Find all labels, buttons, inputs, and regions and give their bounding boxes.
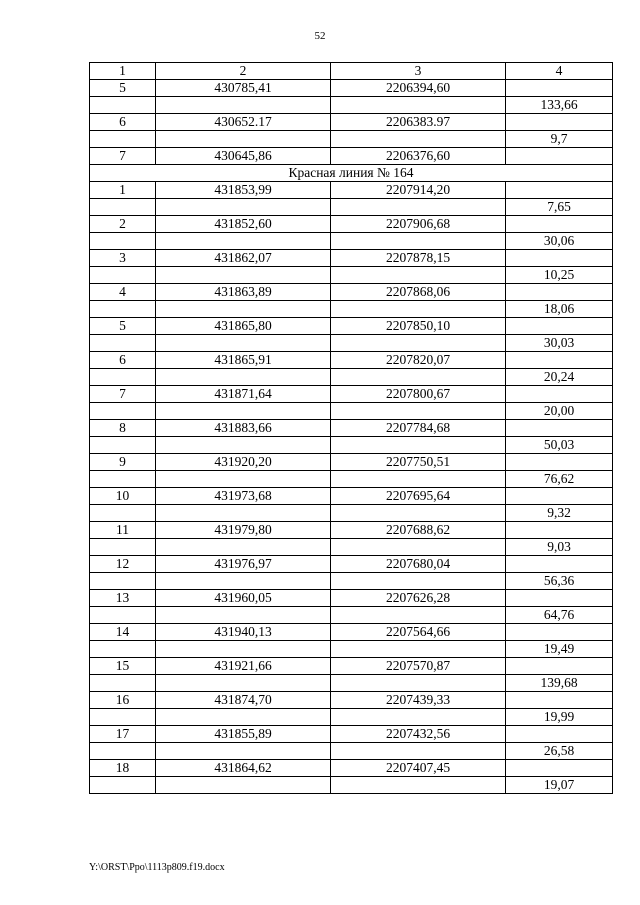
point-number-cell: 11: [90, 522, 156, 539]
point-number-cell: 3: [90, 250, 156, 267]
empty-cell: [90, 539, 156, 556]
header-cell: 2: [156, 63, 331, 80]
point-number-cell: 7: [90, 148, 156, 165]
empty-cell: [506, 284, 613, 301]
page-number: 52: [314, 30, 326, 42]
distance-cell: 9,7: [506, 131, 613, 148]
table-row: [90, 352, 613, 369]
empty-cell: [156, 607, 331, 624]
empty-cell: [506, 80, 613, 97]
empty-cell: [90, 369, 156, 386]
empty-cell: [331, 199, 506, 216]
empty-cell: [156, 437, 331, 454]
table-row: [90, 488, 613, 505]
empty-cell: [506, 318, 613, 335]
empty-cell: [90, 233, 156, 250]
distance-row: [90, 369, 613, 386]
empty-cell: [90, 403, 156, 420]
table-row: [90, 420, 613, 437]
empty-cell: [156, 573, 331, 590]
empty-cell: [331, 675, 506, 692]
empty-cell: [506, 590, 613, 607]
distance-row: [90, 607, 613, 624]
empty-cell: [90, 471, 156, 488]
empty-cell: [331, 777, 506, 794]
point-number-cell: 4: [90, 284, 156, 301]
table-row: [90, 182, 613, 199]
table-row: [90, 114, 613, 131]
point-number-cell: 6: [90, 114, 156, 131]
distance-row: [90, 709, 613, 726]
empty-cell: [506, 216, 613, 233]
empty-cell: [156, 743, 331, 760]
empty-cell: [90, 675, 156, 692]
table-row: [90, 386, 613, 403]
empty-cell: [156, 777, 331, 794]
table-row: [90, 284, 613, 301]
empty-cell: [156, 267, 331, 284]
empty-cell: [506, 658, 613, 675]
empty-cell: [156, 233, 331, 250]
header-cell: 4: [506, 63, 613, 80]
distance-row: [90, 301, 613, 318]
distance-cell: 26,58: [506, 743, 613, 760]
x-coordinate-cell: 431874,70: [156, 692, 331, 709]
empty-cell: [156, 97, 331, 114]
distance-row: [90, 573, 613, 590]
point-number-cell: 15: [90, 658, 156, 675]
distance-cell: 133,66: [506, 97, 613, 114]
empty-cell: [156, 505, 331, 522]
point-number-cell: 16: [90, 692, 156, 709]
x-coordinate-cell: 431862,07: [156, 250, 331, 267]
y-coordinate-cell: 2207570,87: [331, 658, 506, 675]
empty-cell: [90, 505, 156, 522]
empty-cell: [331, 233, 506, 250]
empty-cell: [90, 97, 156, 114]
y-coordinate-cell: 2207564,66: [331, 624, 506, 641]
x-coordinate-cell: 431865,80: [156, 318, 331, 335]
distance-cell: 50,03: [506, 437, 613, 454]
point-number-cell: 1: [90, 182, 156, 199]
empty-cell: [331, 607, 506, 624]
empty-cell: [331, 437, 506, 454]
y-coordinate-cell: 2207439,33: [331, 692, 506, 709]
empty-cell: [506, 386, 613, 403]
empty-cell: [90, 641, 156, 658]
x-coordinate-cell: 431853,99: [156, 182, 331, 199]
point-number-cell: 5: [90, 318, 156, 335]
table-row: [90, 760, 613, 777]
distance-row: [90, 675, 613, 692]
distance-cell: 56,36: [506, 573, 613, 590]
file-path-footer: Y:\ORST\Ppo\1113p809.f19.docx: [89, 862, 225, 873]
point-number-cell: 17: [90, 726, 156, 743]
y-coordinate-cell: 2206394,60: [331, 80, 506, 97]
table-row: [90, 454, 613, 471]
distance-row: [90, 267, 613, 284]
point-number-cell: 13: [90, 590, 156, 607]
empty-cell: [90, 199, 156, 216]
section-title-row: [90, 165, 613, 182]
distance-row: [90, 471, 613, 488]
x-coordinate-cell: 431855,89: [156, 726, 331, 743]
section-title: Красная линия № 164: [90, 165, 613, 182]
empty-cell: [506, 760, 613, 777]
table-row: [90, 590, 613, 607]
empty-cell: [331, 369, 506, 386]
distance-cell: 20,00: [506, 403, 613, 420]
empty-cell: [156, 641, 331, 658]
x-coordinate-cell: 430645,86: [156, 148, 331, 165]
empty-cell: [506, 522, 613, 539]
x-coordinate-cell: 431973,68: [156, 488, 331, 505]
empty-cell: [156, 471, 331, 488]
empty-cell: [331, 335, 506, 352]
point-number-cell: 12: [90, 556, 156, 573]
distance-cell: 30,03: [506, 335, 613, 352]
x-coordinate-cell: 431940,13: [156, 624, 331, 641]
distance-row: [90, 199, 613, 216]
x-coordinate-cell: 431864,62: [156, 760, 331, 777]
x-coordinate-cell: 431883,66: [156, 420, 331, 437]
empty-cell: [90, 335, 156, 352]
y-coordinate-cell: 2207688,62: [331, 522, 506, 539]
empty-cell: [506, 556, 613, 573]
distance-cell: 30,06: [506, 233, 613, 250]
distance-row: [90, 233, 613, 250]
empty-cell: [506, 114, 613, 131]
distance-row: [90, 403, 613, 420]
empty-cell: [331, 301, 506, 318]
distance-cell: 18,06: [506, 301, 613, 318]
empty-cell: [156, 301, 331, 318]
point-number-cell: 6: [90, 352, 156, 369]
x-coordinate-cell: 431921,66: [156, 658, 331, 675]
table-row: [90, 726, 613, 743]
empty-cell: [156, 369, 331, 386]
x-coordinate-cell: 431863,89: [156, 284, 331, 301]
empty-cell: [90, 573, 156, 590]
empty-cell: [506, 352, 613, 369]
empty-cell: [506, 148, 613, 165]
point-number-cell: 18: [90, 760, 156, 777]
empty-cell: [506, 454, 613, 471]
empty-cell: [331, 709, 506, 726]
empty-cell: [506, 420, 613, 437]
empty-cell: [90, 301, 156, 318]
distance-cell: 9,32: [506, 505, 613, 522]
header-cell: 1: [90, 63, 156, 80]
empty-cell: [90, 709, 156, 726]
point-number-cell: 14: [90, 624, 156, 641]
x-coordinate-cell: 430785,41: [156, 80, 331, 97]
table-row: [90, 522, 613, 539]
distance-cell: 9,03: [506, 539, 613, 556]
distance-cell: 19,49: [506, 641, 613, 658]
point-number-cell: 9: [90, 454, 156, 471]
table-row: [90, 556, 613, 573]
distance-row: [90, 743, 613, 760]
point-number-cell: 8: [90, 420, 156, 437]
empty-cell: [506, 692, 613, 709]
y-coordinate-cell: 2207800,67: [331, 386, 506, 403]
x-coordinate-cell: 431920,20: [156, 454, 331, 471]
distance-cell: 20,24: [506, 369, 613, 386]
empty-cell: [331, 641, 506, 658]
y-coordinate-cell: 2207750,51: [331, 454, 506, 471]
empty-cell: [156, 675, 331, 692]
empty-cell: [90, 777, 156, 794]
empty-cell: [331, 131, 506, 148]
y-coordinate-cell: 2207407,45: [331, 760, 506, 777]
x-coordinate-cell: 430652.17: [156, 114, 331, 131]
empty-cell: [331, 573, 506, 590]
point-number-cell: 5: [90, 80, 156, 97]
point-number-cell: 10: [90, 488, 156, 505]
empty-cell: [156, 709, 331, 726]
empty-cell: [156, 131, 331, 148]
empty-cell: [506, 488, 613, 505]
empty-cell: [331, 743, 506, 760]
empty-cell: [331, 471, 506, 488]
point-number-cell: 7: [90, 386, 156, 403]
empty-cell: [90, 743, 156, 760]
y-coordinate-cell: 2207784,68: [331, 420, 506, 437]
empty-cell: [331, 403, 506, 420]
table-row: [90, 658, 613, 675]
empty-cell: [90, 437, 156, 454]
y-coordinate-cell: 2206376,60: [331, 148, 506, 165]
x-coordinate-cell: 431871,64: [156, 386, 331, 403]
y-coordinate-cell: 2206383.97: [331, 114, 506, 131]
distance-row: [90, 539, 613, 556]
y-coordinate-cell: 2207914,20: [331, 182, 506, 199]
y-coordinate-cell: 2207868,06: [331, 284, 506, 301]
empty-cell: [156, 539, 331, 556]
y-coordinate-cell: 2207626,28: [331, 590, 506, 607]
y-coordinate-cell: 2207850,10: [331, 318, 506, 335]
y-coordinate-cell: 2207432,56: [331, 726, 506, 743]
empty-cell: [331, 97, 506, 114]
x-coordinate-cell: 431979,80: [156, 522, 331, 539]
empty-cell: [506, 624, 613, 641]
empty-cell: [156, 335, 331, 352]
distance-cell: 7,65: [506, 199, 613, 216]
empty-cell: [90, 267, 156, 284]
empty-cell: [506, 726, 613, 743]
table-row: [90, 624, 613, 641]
table-row: [90, 318, 613, 335]
coordinates-table: [89, 62, 613, 794]
x-coordinate-cell: 431865,91: [156, 352, 331, 369]
empty-cell: [331, 267, 506, 284]
distance-row: [90, 505, 613, 522]
y-coordinate-cell: 2207906,68: [331, 216, 506, 233]
x-coordinate-cell: 431960,05: [156, 590, 331, 607]
empty-cell: [90, 131, 156, 148]
x-coordinate-cell: 431852,60: [156, 216, 331, 233]
empty-cell: [156, 199, 331, 216]
header-cell: 3: [331, 63, 506, 80]
empty-cell: [331, 505, 506, 522]
distance-cell: 76,62: [506, 471, 613, 488]
y-coordinate-cell: 2207680,04: [331, 556, 506, 573]
x-coordinate-cell: 431976,97: [156, 556, 331, 573]
empty-cell: [90, 607, 156, 624]
y-coordinate-cell: 2207695,64: [331, 488, 506, 505]
distance-row: [90, 437, 613, 454]
distance-row: [90, 131, 613, 148]
distance-row: [90, 335, 613, 352]
table-row: [90, 80, 613, 97]
distance-cell: 19,07: [506, 777, 613, 794]
table-header-row: [90, 63, 613, 80]
empty-cell: [506, 182, 613, 199]
table-row: [90, 216, 613, 233]
distance-cell: 139,68: [506, 675, 613, 692]
distance-row: [90, 641, 613, 658]
y-coordinate-cell: 2207820,07: [331, 352, 506, 369]
distance-row: [90, 777, 613, 794]
distance-cell: 10,25: [506, 267, 613, 284]
distance-cell: 64,76: [506, 607, 613, 624]
table-row: [90, 148, 613, 165]
table-row: [90, 250, 613, 267]
distance-cell: 19,99: [506, 709, 613, 726]
y-coordinate-cell: 2207878,15: [331, 250, 506, 267]
point-number-cell: 2: [90, 216, 156, 233]
empty-cell: [156, 403, 331, 420]
table-row: [90, 692, 613, 709]
empty-cell: [506, 250, 613, 267]
coordinates-table-body: [90, 63, 613, 794]
empty-cell: [331, 539, 506, 556]
distance-row: [90, 97, 613, 114]
